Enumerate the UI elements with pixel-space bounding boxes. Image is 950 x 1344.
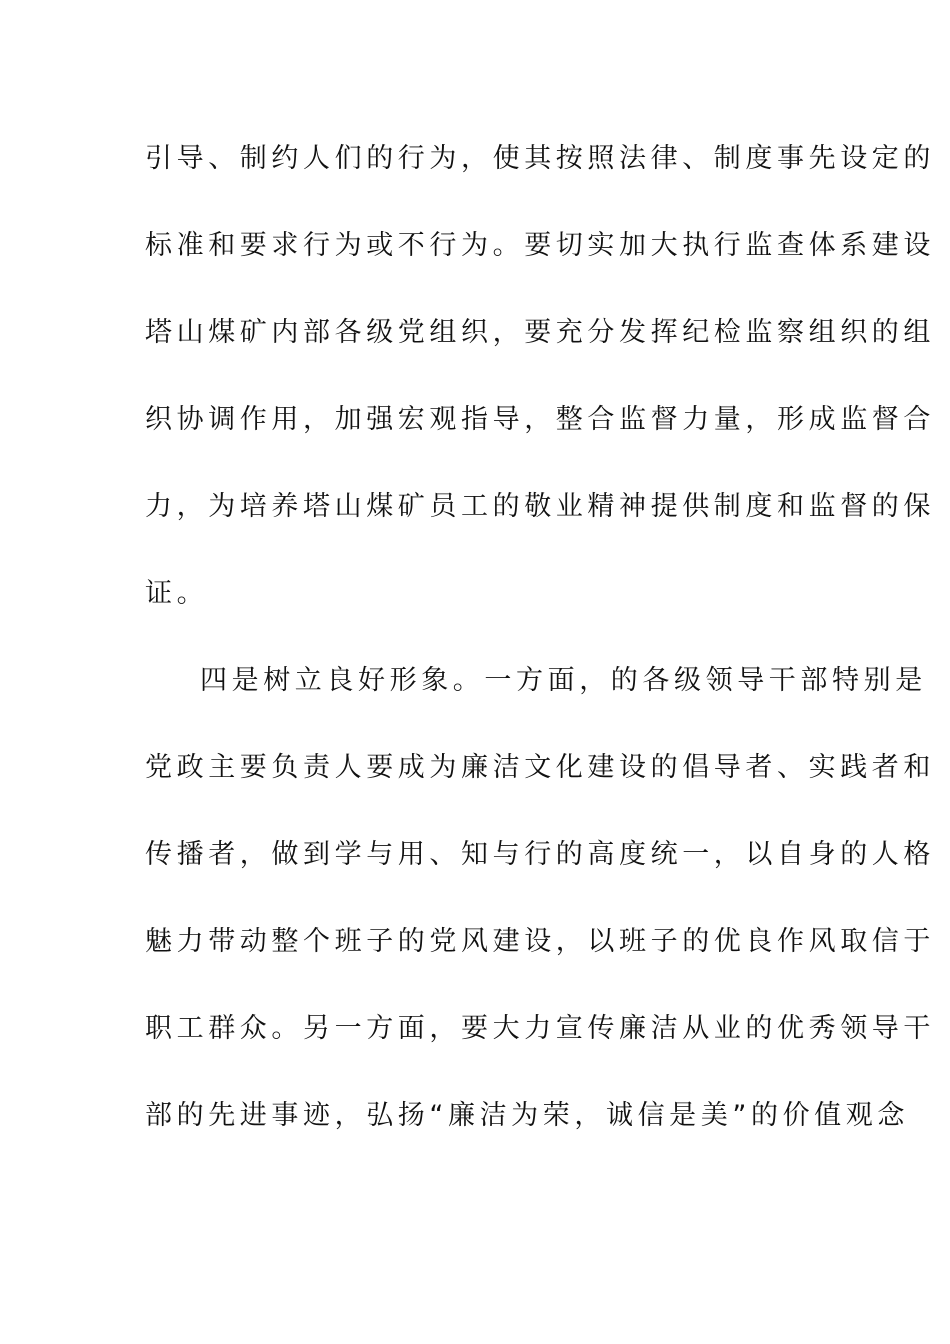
text-line: 标准和要求行为或不行为。要切实加大执行监查体系建设 (145, 230, 935, 261)
text-line: 引导、制约人们的行为，使其按照法律、制度事先设定的 (145, 143, 935, 174)
text-line: 织协调作用，加强宏观指导，整合监督力量，形成监督合 (145, 404, 935, 435)
text-line: 证。 (145, 578, 209, 609)
text-line: 职工群众。另一方面，要大力宣传廉洁从业的优秀领导干 (145, 1013, 935, 1044)
text-line: 部的先进事迹，弘扬“廉洁为荣，诚信是美”的价值观念 (145, 1100, 909, 1131)
paragraph-first-line: 四是树立良好形象。一方面，的各级领导干部特别是 (200, 665, 927, 696)
text-line: 传播者，做到学与用、知与行的高度统一，以自身的人格 (145, 839, 935, 870)
text-line: 魅力带动整个班子的党风建设，以班子的优良作风取信于 (145, 926, 935, 957)
text-line: 力，为培养塔山煤矿员工的敬业精神提供制度和监督的保 (145, 491, 935, 522)
text-line: 塔山煤矿内部各级党组织，要充分发挥纪检监察组织的组 (145, 317, 935, 348)
text-line: 党政主要负责人要成为廉洁文化建设的倡导者、实践者和 (145, 752, 935, 783)
